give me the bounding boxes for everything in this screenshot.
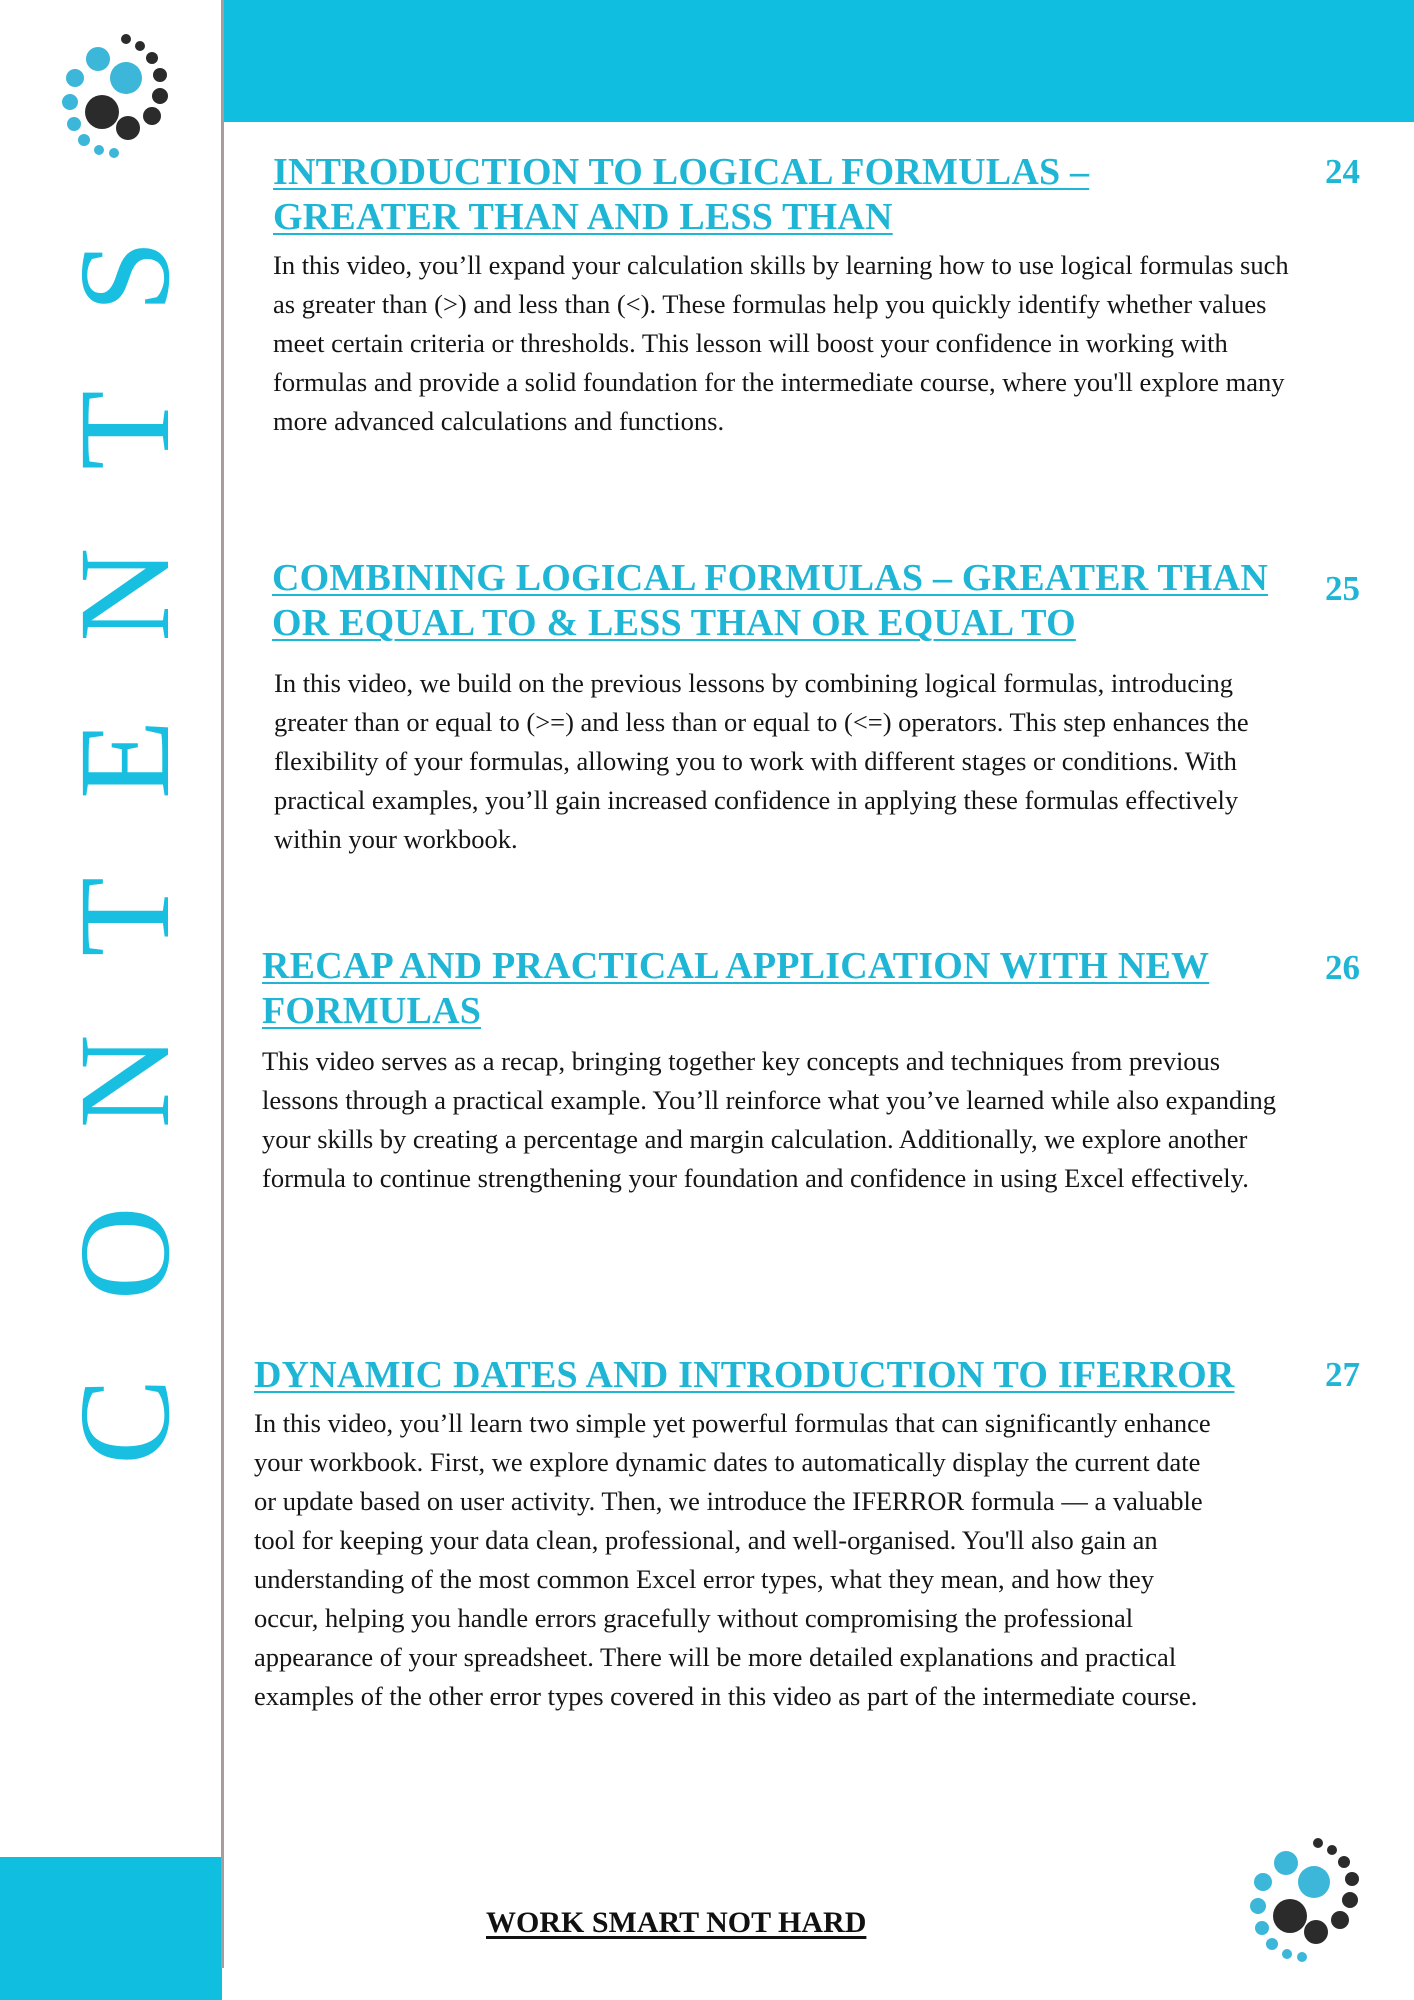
entry-description: In this video, we build on the previous lessons by combining logical formulas, introducing greater than or equal to (>=) and less than or equal to (<=) operators. This step enhances the flexibility of your formulas, allowing you to work with different stages or conditions. With practical examples, you’ll gain increased confidence in applying these formulas effectively within your workbook. bbox=[274, 668, 1249, 854]
entry-title[interactable]: DYNAMIC DATES AND INTRODUCTION TO IFERROR bbox=[254, 1354, 1235, 1396]
entry-description: This video serves as a recap, bringing together key concepts and techniques from previous lessons through a practical example. You’ll reinforce what you’ve learned while also expanding your skills by creating a percentage and margin calculation. Additionally, we explore another formula to continue strengthening your foundation and confidence in using Excel effectively. bbox=[262, 1046, 1277, 1193]
contents-vertical-title: CONTENTS bbox=[53, 162, 197, 1465]
page-number: 26 bbox=[1325, 948, 1360, 987]
page-number: 24 bbox=[1325, 152, 1360, 191]
toc-entry bbox=[262, 944, 1278, 1198]
toc-entry bbox=[273, 150, 1293, 441]
dots-logo-icon bbox=[1240, 1826, 1380, 1971]
footer-slogan: WORK SMART NOT HARD bbox=[486, 1906, 867, 1939]
page-number: 27 bbox=[1325, 1355, 1360, 1394]
toc-entry bbox=[254, 1353, 1235, 1716]
bottom-accent-block bbox=[0, 1857, 222, 2000]
entry-title[interactable]: INTRODUCTION TO LOGICAL FORMULAS – GREATER THAN AND LESS THAN bbox=[273, 151, 1090, 238]
entry-description: In this video, you’ll expand your calculation skills by learning how to use logical formulas such as greater than (>) and less than (<). These formulas help you quickly identify whether values meet certain criteria or thresholds. This lesson will boost your confidence in working with formulas and provide a solid foundation for the intermediate course, where you'll explore many more advanced calculations and functions. bbox=[273, 250, 1289, 436]
entry-description: In this video, you’ll learn two simple yet powerful formulas that can significantly enhance your workbook. First, we explore dynamic dates to automatically display the current date or update based on user activity. Then, we introduce the IFERROR formula — a valuable tool for keeping your data clean, professional, and well-organised. You'll also gain an understanding of the most common Excel error types, what they mean, and how they occur, helping you handle errors gracefully without compromising the professional appearance of your spreadsheet. There will be more detailed explanations and practical examples of the other error types covered in this video as part of the intermediate course. bbox=[254, 1408, 1211, 1711]
sidebar-divider bbox=[221, 0, 224, 1968]
dots-logo-icon bbox=[42, 22, 182, 167]
entry-title[interactable]: COMBINING LOGICAL FORMULAS – GREATER THAN OR EQUAL TO & LESS THAN OR EQUAL TO bbox=[272, 557, 1268, 644]
toc-entry bbox=[272, 556, 1287, 859]
page-number: 25 bbox=[1325, 569, 1360, 608]
entry-title[interactable]: RECAP AND PRACTICAL APPLICATION WITH NEW FORMULAS bbox=[262, 945, 1210, 1032]
top-accent-bar bbox=[223, 0, 1414, 122]
